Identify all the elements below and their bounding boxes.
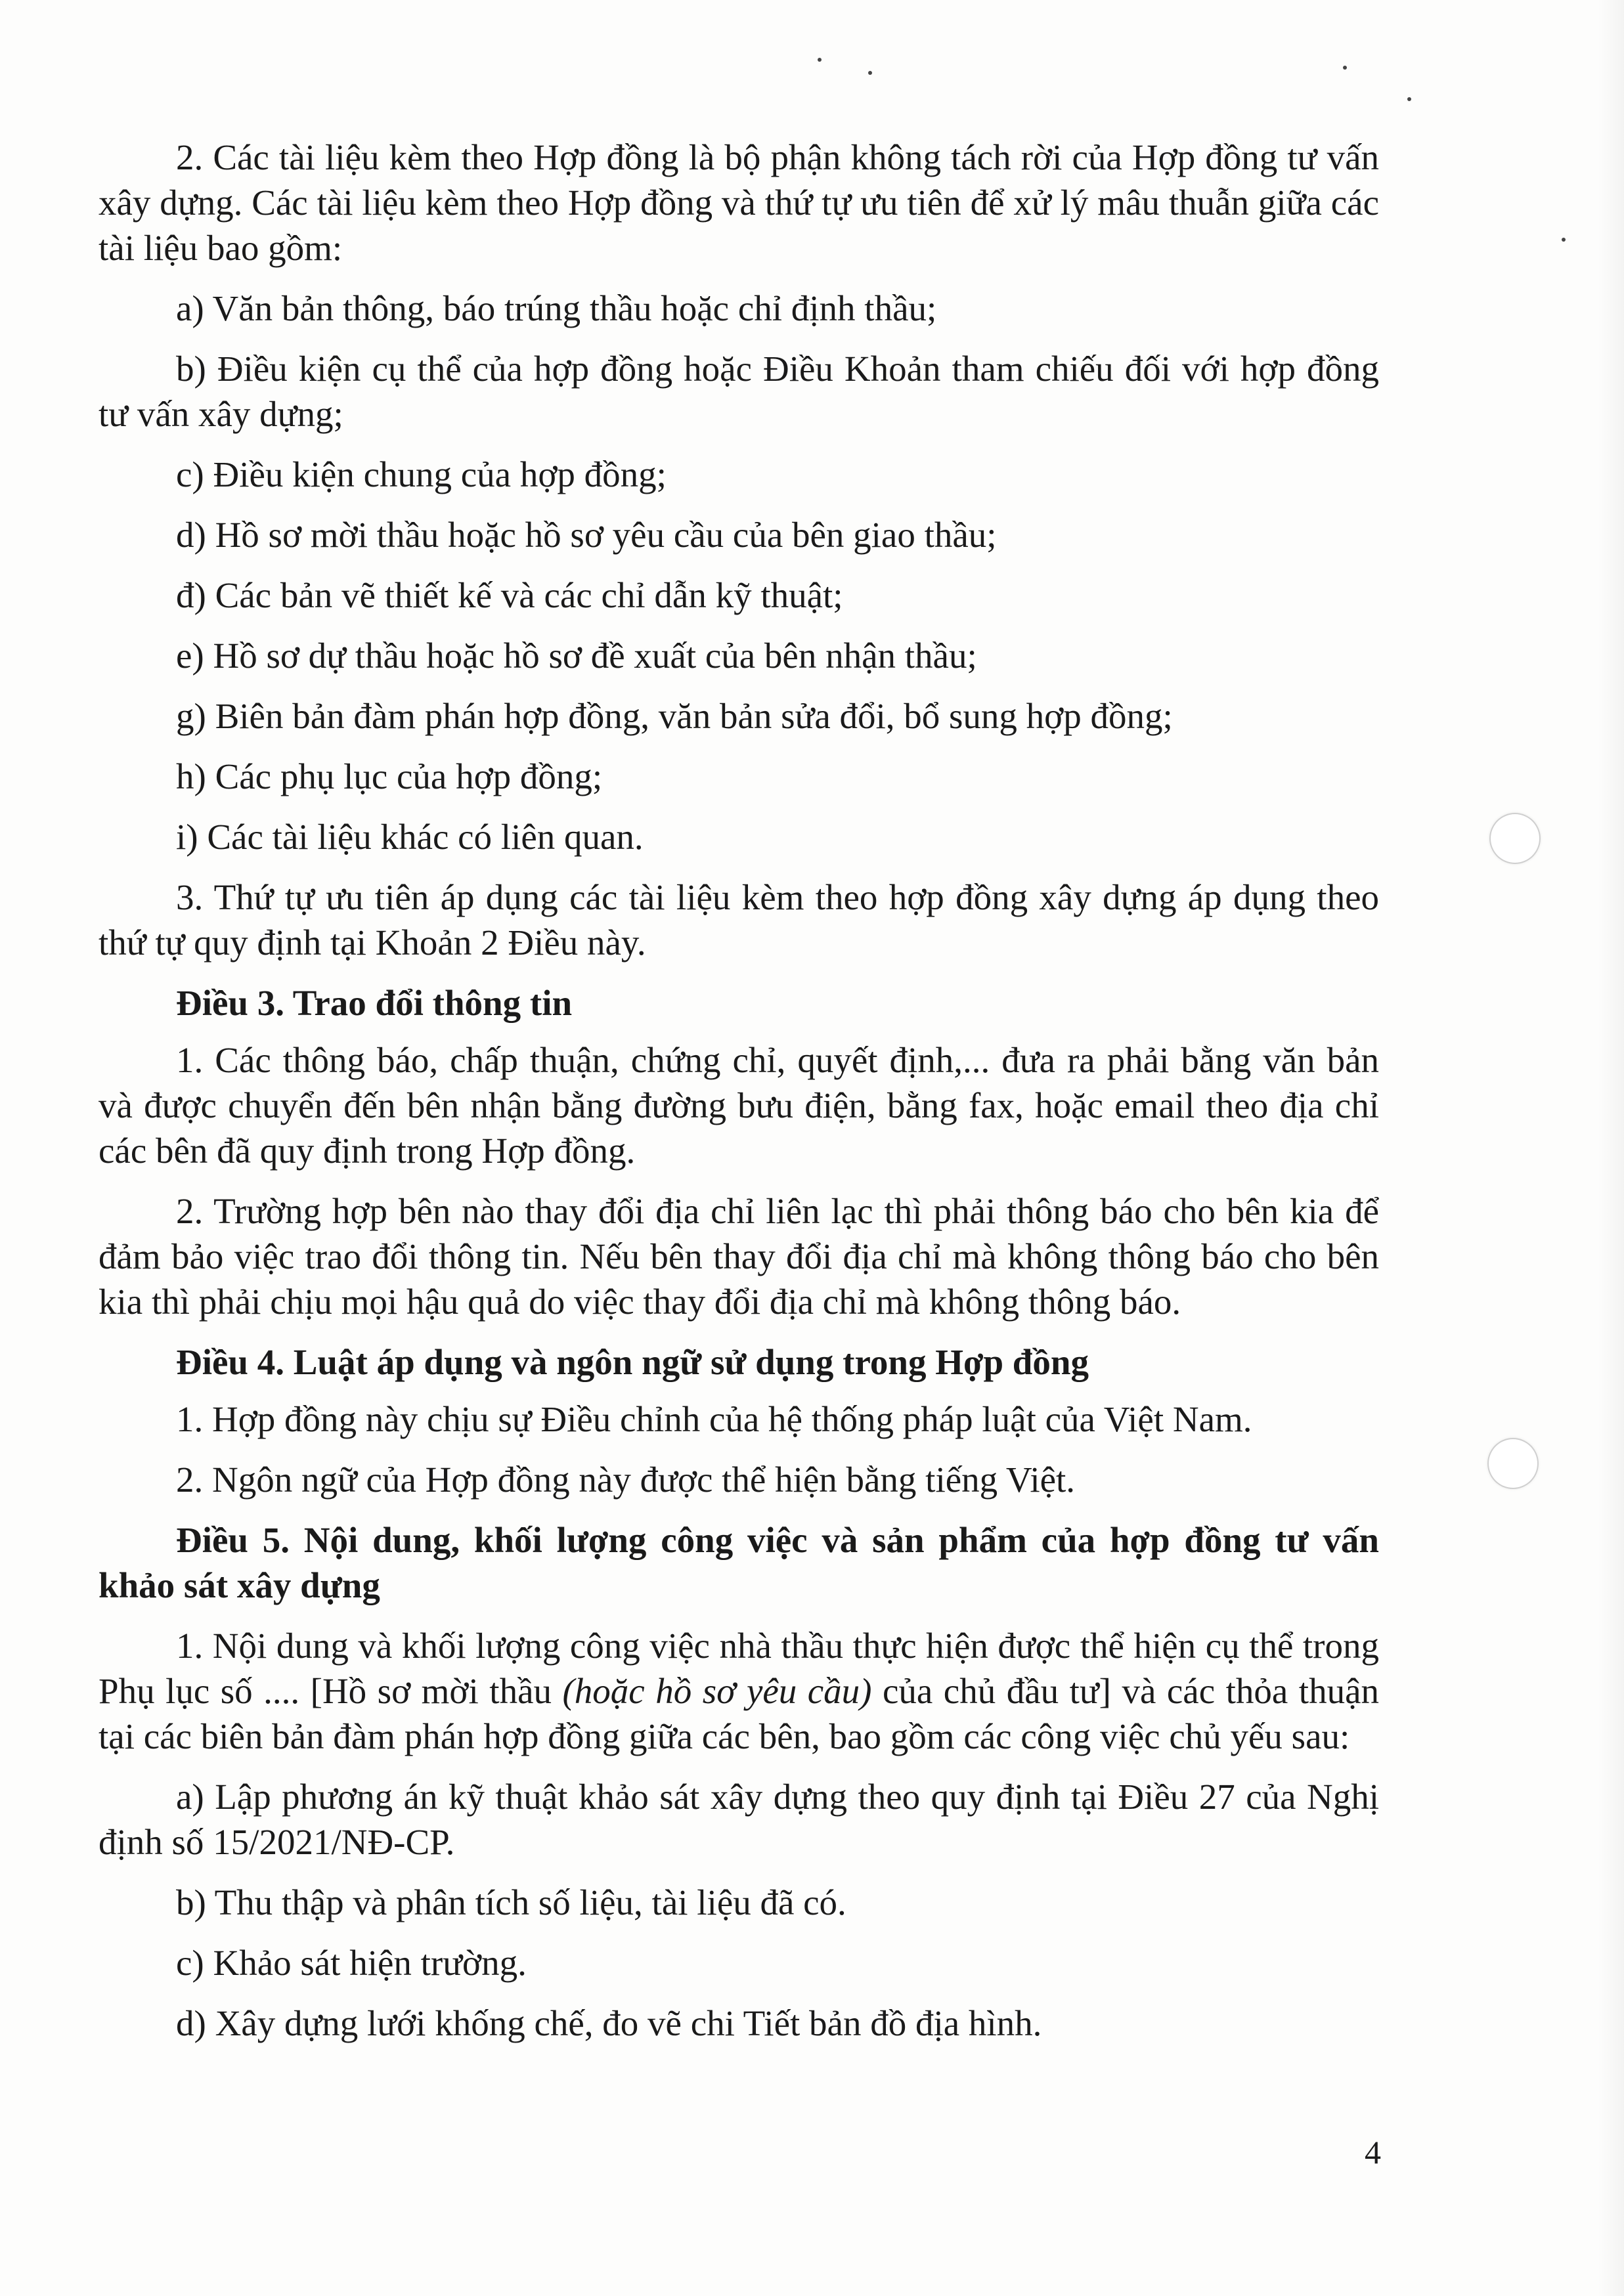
article-heading: Điều 3. Trao đổi thông tin [176, 983, 573, 1023]
list-item: b) Điều kiện cụ thể của hợp đồng hoặc Điều Khoản tham chiếu đối với hợp đồng tư vấn xây dựng; [99, 349, 1379, 434]
paragraph: 1. Hợp đồng này chịu sự Điều chỉnh của hệ thống pháp luật của Việt Nam. [176, 1399, 1252, 1439]
list-item: g) Biên bản đàm phán hợp đồng, văn bản sửa đổi, bổ sung hợp đồng; [176, 696, 1173, 736]
paragraph [99, 1623, 1379, 1759]
list-item: a) Lập phương án kỹ thuật khảo sát xây dựng theo quy định tại Điều 27 của Nghị định số 15/2021/NĐ-CP. [99, 1777, 1379, 1862]
punch-hole [1487, 1438, 1539, 1489]
paragraph: 2. Trường hợp bên nào thay đổi địa chỉ liên lạc thì phải thông báo cho bên kia để đảm bảo việc trao đổi thông tin. Nếu bên thay đổi địa chỉ mà không thông báo cho bên kia thì phải chịu mọi hậu quả do việc thay đổi địa chỉ mà không thông báo. [99, 1191, 1379, 1322]
list-item: đ) Các bản vẽ thiết kế và các chỉ dẫn kỹ thuật; [176, 575, 843, 615]
paragraph-italic-text: (hoặc hồ sơ yêu cầu) [562, 1671, 872, 1711]
punch-hole [1489, 813, 1541, 864]
scan-speck [1407, 97, 1411, 101]
page-number: 4 [1365, 2134, 1381, 2171]
paragraph: 2. Các tài liệu kèm theo Hợp đồng là bộ phận không tách rời của Hợp đồng tư vấn xây dựng. Các tài liệu kèm theo Hợp đồng và thứ tự ưu tiên để xử lý mâu thuẫn giữa các tài liệu bao gồm: [99, 137, 1379, 268]
list-item: i) Các tài liệu khác có liên quan. [176, 817, 644, 857]
paragraph: 3. Thứ tự ưu tiên áp dụng các tài liệu kèm theo hợp đồng xây dựng áp dụng theo thứ tự quy định tại Khoản 2 Điều này. [99, 877, 1379, 963]
list-item: c) Khảo sát hiện trường. [176, 1943, 527, 1983]
document-body [99, 135, 1379, 2061]
list-item: e) Hồ sơ dự thầu hoặc hồ sơ đề xuất của bên nhận thầu; [176, 636, 977, 676]
list-item: c) Điều kiện chung của hợp đồng; [176, 454, 667, 494]
article-heading: Điều 5. Nội dung, khối lượng công việc và sản phẩm của hợp đồng tư vấn khảo sát xây dựng [99, 1520, 1379, 1605]
paragraph: 1. Các thông báo, chấp thuận, chứng chỉ, quyết định,... đưa ra phải bằng văn bản và được chuyển đến bên nhận bằng đường bưu điện, bằng fax, hoặc email theo địa chỉ các bên đã quy định trong Hợp đồng. [99, 1040, 1379, 1171]
list-item: b) Thu thập và phân tích số liệu, tài liệu đã có. [176, 1882, 846, 1922]
scan-speck [868, 71, 872, 75]
list-item: d) Xây dựng lưới khống chế, đo vẽ chi Tiết bản đồ địa hình. [176, 2003, 1042, 2043]
paragraph-text: 1. Nội dung và khối lượng công việc nhà thầu thực hiện được thể hiện cụ thể trong Phụ lục số .... [Hồ sơ mời thầu [99, 1626, 1379, 1711]
scan-speck [1343, 66, 1347, 70]
scan-speck [818, 58, 822, 62]
scan-speck [1562, 238, 1566, 242]
list-item: h) Các phụ lục của hợp đồng; [176, 756, 603, 796]
list-item: d) Hồ sơ mời thầu hoặc hồ sơ yêu cầu của bên giao thầu; [176, 515, 997, 555]
paragraph-text: của chủ đầu tư] và các thỏa thuận tại các biên bản đàm phán hợp đồng giữa các bên, bao gồm các công việc chủ yếu sau: [99, 1671, 1379, 1756]
scan-edge-shadow [1598, 0, 1624, 2296]
paragraph: 2. Ngôn ngữ của Hợp đồng này được thể hiện bằng tiếng Việt. [176, 1460, 1076, 1500]
article-heading: Điều 4. Luật áp dụng và ngôn ngữ sử dụng trong Hợp đồng [176, 1342, 1089, 1382]
list-item: a) Văn bản thông, báo trúng thầu hoặc chỉ định thầu; [176, 288, 937, 328]
